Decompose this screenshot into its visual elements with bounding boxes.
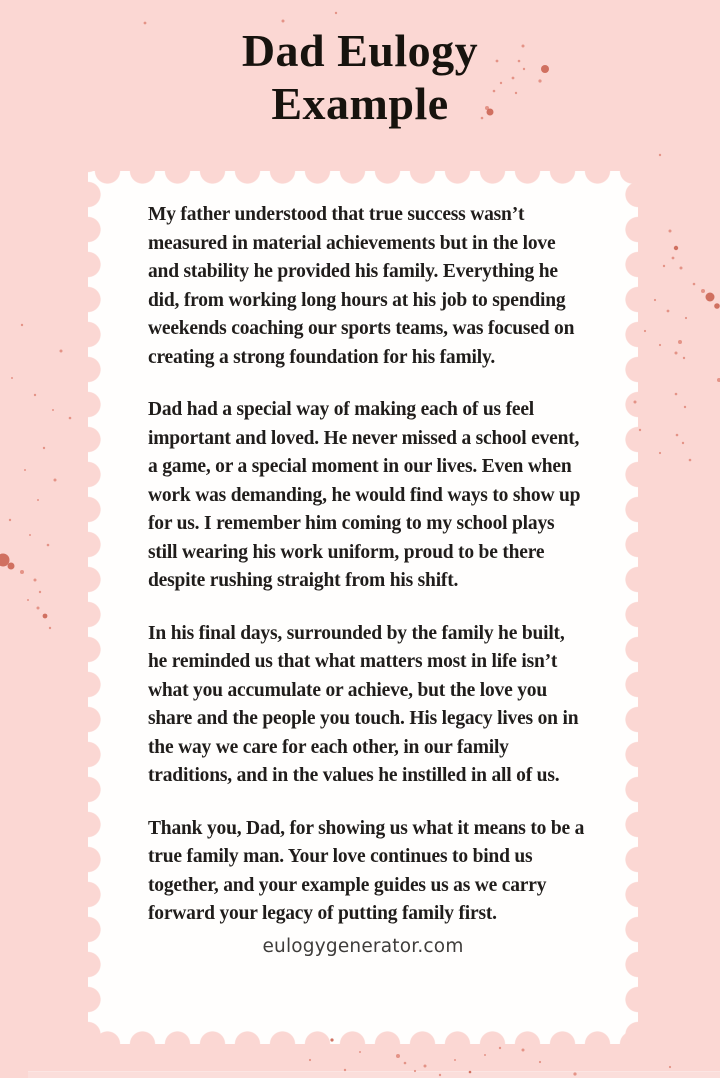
eulogy-card xyxy=(88,171,638,1044)
bottom-edge-highlight xyxy=(28,1071,720,1078)
eulogy-paragraph: My father understood that true success wasn’t measured in material achievements but in the love and stability he provided his family. Everything he did, from working long hours at his job to spending weekends coaching our sports teams, was focused on creating a strong foundation for his family. xyxy=(148,204,575,368)
eulogy-paragraph: Thank you, Dad, for showing us what it means to be a true family man. Your love continues to bind us together, and your example guides us as we carry forward your legacy of putting family first. xyxy=(148,817,585,924)
eulogy-paragraph: In his final days, surrounded by the family he built, he reminded us that what matters most in life isn’t what you accumulate or achieve, but the love you share and the people you touch. His legacy lives on in the way we care for each other, in our family traditions, and in the values he instilled in all of us. xyxy=(148,622,579,786)
page-title xyxy=(0,24,720,130)
stamp-perforation-bottom xyxy=(88,1030,638,1044)
title-line-1: Dad Eulogy xyxy=(241,25,479,76)
website-footer: eulogygenerator.com xyxy=(262,935,464,957)
eulogy-paragraph: Dad had a special way of making each of us feel important and loved. He never missed a school event, a game, or a special moment in our lives. Even when work was demanding, he would find ways to show up for us. I remember him coming to my school plays still wearing his work uniform, proud to be there despite rushing straight from his shift. xyxy=(148,399,581,591)
eulogy-text-block xyxy=(88,171,638,929)
title-line-2: Example xyxy=(271,78,449,129)
